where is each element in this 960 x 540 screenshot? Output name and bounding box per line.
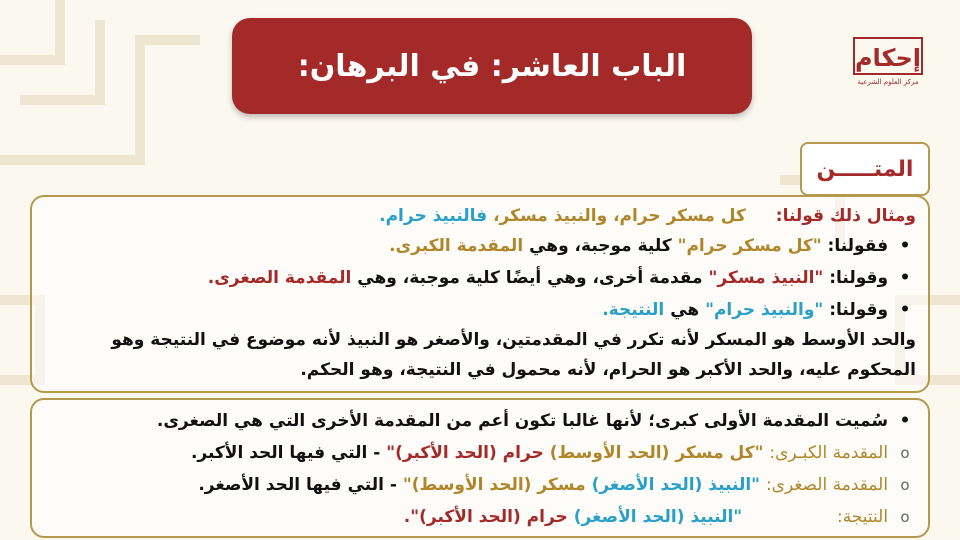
minor-note: - التي فيها الحد الأصغر. [198, 475, 397, 495]
intro-label: ومثال ذلك قولنا: [775, 206, 916, 226]
major-label: المقدمة الكبـرى: [769, 443, 889, 463]
bullet-line-2 [44, 263, 916, 293]
b3-term: النتيجة. [602, 300, 665, 320]
explanation-box [30, 398, 930, 538]
premise-major-text: كل مسكر حرام، [613, 206, 746, 226]
minor-label: المقدمة الصغرى: [765, 475, 889, 495]
circle-bullet-icon: o [900, 508, 910, 526]
explanation-text: سُميت المقدمة الأولى كبرى؛ لأنها غالبا تكون أعم من المقدمة الأخرى التي هي الصغرى. [156, 411, 889, 431]
b3-desc: هي [670, 300, 700, 320]
tab-label: المتـــــن [816, 156, 914, 182]
conclusion-text: فالنبيذ حرام. [379, 206, 488, 226]
b1-label: فقولنا: [827, 236, 889, 256]
major-predicate: حرام (الحد الأكبر)" [386, 443, 544, 463]
minor-predicate: مسكر (الحد الأوسط)" [402, 475, 586, 495]
matn-tab[interactable] [800, 142, 930, 196]
b2-quote: "النبيذ مسكر" [708, 268, 824, 288]
svg-text:مركز العلوم الشرعية: مركز العلوم الشرعية [857, 78, 919, 86]
b1-desc: كلية موجبة، وهي [529, 236, 672, 256]
title-banner [232, 18, 752, 114]
circle-bullet-icon: o [900, 444, 910, 462]
bullet-icon: • [899, 236, 911, 256]
major-subject: "كل مسكر (الحد الأوسط) [549, 443, 764, 463]
b3-quote: "والنبيذ حرام" [705, 300, 824, 320]
major-premise-line [44, 438, 916, 468]
premise-minor-text: والنبيذ مسكر، [493, 206, 608, 226]
major-note: - التي فيها الحد الأكبر. [190, 443, 381, 463]
explanation-line-1 [44, 406, 916, 436]
b2-term: المقدمة الصغرى. [207, 268, 352, 288]
page-title: الباب العاشر: في البرهان: [297, 48, 687, 84]
logo-icon [848, 30, 928, 92]
minor-subject: "النبيذ (الحد الأصغر) [591, 475, 761, 495]
conclusion-subject: "النبيذ (الحد الأصغر) [573, 507, 743, 527]
paragraph-line-1: والحد الأوسط هو المسكر لأنه تكرر في المقدمتين، والأصغر هو النبيذ لأنه موضوع في النتيجة وهو [111, 330, 916, 350]
bullet-icon: • [899, 411, 911, 431]
logo [848, 30, 928, 92]
example-box [30, 195, 930, 393]
conclusion-predicate: حرام (الحد الأكبر)". [403, 507, 568, 527]
minor-premise-line [44, 470, 916, 500]
intro-line [44, 201, 916, 231]
circle-bullet-icon: o [900, 476, 910, 494]
bullet-icon: • [899, 268, 911, 288]
conclusion-label: النتيجة: [836, 507, 889, 527]
b1-quote: "كل مسكر حرام" [677, 236, 822, 256]
b3-label: وقولنا: [829, 300, 889, 320]
b2-desc: مقدمة أخرى، وهي أيضًا كلية موجبة، وهي [357, 268, 703, 288]
b1-term: المقدمة الكبرى. [389, 236, 524, 256]
bullet-icon: • [899, 300, 911, 320]
svg-text:إحكام: إحكام [854, 44, 922, 72]
bullet-line-1 [44, 231, 916, 261]
conclusion-line [44, 502, 916, 532]
bullet-line-3 [44, 295, 916, 325]
b2-label: وقولنا: [829, 268, 889, 288]
paragraph-line-2: المحكوم عليه، والحد الأكبر هو الحرام، لأنه محمول في النتيجة، وهو الحكم. [300, 360, 916, 380]
